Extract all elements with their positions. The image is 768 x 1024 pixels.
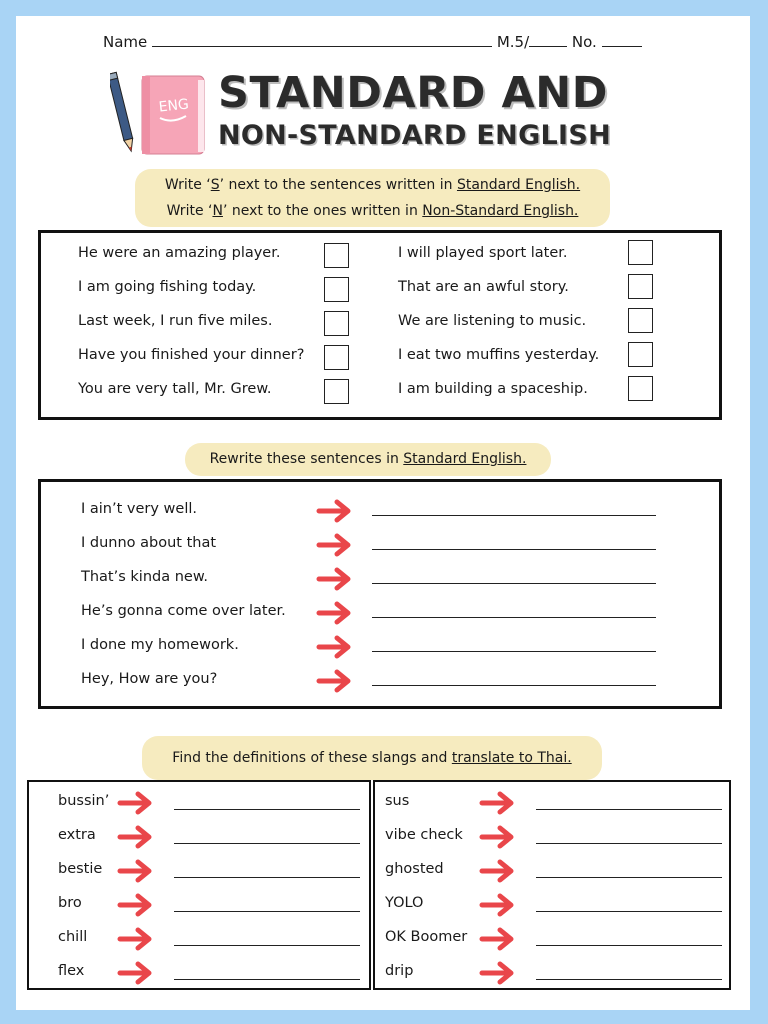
slang-word: bussin’ xyxy=(58,793,110,809)
sentence-item: That are an awful story. xyxy=(398,279,569,295)
answer-checkbox[interactable] xyxy=(324,277,349,302)
sentence-item: I am building a spaceship. xyxy=(398,381,588,397)
answer-line[interactable] xyxy=(174,809,360,810)
answer-line[interactable] xyxy=(174,843,360,844)
slang-word: OK Boomer xyxy=(385,929,468,945)
sentence-item: I will played sport later. xyxy=(398,245,568,261)
slang-word: ghosted xyxy=(385,861,444,877)
rewrite-sentence: I ain’t very well. xyxy=(81,501,197,517)
slang-word: drip xyxy=(385,963,414,979)
class-label: M.5/ xyxy=(496,33,530,51)
arrow-right-icon xyxy=(479,927,517,951)
name-label: Name xyxy=(103,33,148,51)
slang-word: vibe check xyxy=(385,827,463,843)
answer-line[interactable] xyxy=(536,843,722,844)
answer-line[interactable] xyxy=(536,809,722,810)
arrow-right-icon xyxy=(117,859,155,883)
answer-line[interactable] xyxy=(174,979,360,980)
answer-line[interactable] xyxy=(372,685,656,686)
slang-word: bestie xyxy=(58,861,103,877)
slang-box-left xyxy=(27,780,371,990)
answer-line[interactable] xyxy=(174,877,360,878)
answer-line[interactable] xyxy=(536,911,722,912)
arrow-right-icon xyxy=(316,567,354,591)
rewrite-box xyxy=(38,479,722,709)
arrow-right-icon xyxy=(117,927,155,951)
answer-checkbox[interactable] xyxy=(324,311,349,336)
slang-word: extra xyxy=(58,827,96,843)
name-field[interactable] xyxy=(152,33,492,47)
answer-checkbox[interactable] xyxy=(628,342,653,367)
sentence-item: We are listening to music. xyxy=(398,313,587,329)
sentence-item: He were an amazing player. xyxy=(78,245,281,261)
rewrite-sentence: I done my homework. xyxy=(81,637,239,653)
arrow-right-icon xyxy=(117,893,155,917)
rewrite-sentence: He’s gonna come over later. xyxy=(81,603,286,619)
book-label: ENG xyxy=(157,96,190,116)
answer-line[interactable] xyxy=(536,877,722,878)
rewrite-sentence: That’s kinda new. xyxy=(81,569,208,585)
rewrite-sentence: Hey, How are you? xyxy=(81,671,218,687)
answer-line[interactable] xyxy=(372,515,656,516)
arrow-right-icon xyxy=(479,961,517,985)
arrow-right-icon xyxy=(117,961,155,985)
student-info-line xyxy=(103,33,642,51)
arrow-right-icon xyxy=(316,499,354,523)
arrow-right-icon xyxy=(479,791,517,815)
sentence-check-box xyxy=(38,230,722,420)
sentence-item: You are very tall, Mr. Grew. xyxy=(78,381,272,397)
slang-word: sus xyxy=(385,793,410,809)
answer-line[interactable] xyxy=(372,583,656,584)
answer-line[interactable] xyxy=(174,911,360,912)
rewrite-sentence: I dunno about that xyxy=(81,535,217,551)
answer-checkbox[interactable] xyxy=(628,376,653,401)
arrow-right-icon xyxy=(117,791,155,815)
arrow-right-icon xyxy=(479,859,517,883)
arrow-right-icon xyxy=(316,669,354,693)
sentence-item: Have you finished your dinner? xyxy=(78,347,305,363)
number-label: No. xyxy=(571,33,597,51)
answer-checkbox[interactable] xyxy=(324,379,349,404)
section2-instructions: Rewrite these sentences in Standard English. xyxy=(185,443,551,476)
arrow-right-icon xyxy=(316,533,354,557)
slang-word: bro xyxy=(58,895,82,911)
slang-box-right xyxy=(373,780,731,990)
arrow-right-icon xyxy=(117,825,155,849)
answer-line[interactable] xyxy=(372,617,656,618)
book-pencil-icon xyxy=(110,68,210,158)
class-field[interactable] xyxy=(529,33,567,47)
number-field[interactable] xyxy=(602,33,642,47)
arrow-right-icon xyxy=(316,601,354,625)
section3-instructions: Find the definitions of these slangs and translate to Thai. xyxy=(142,736,602,780)
arrow-right-icon xyxy=(479,825,517,849)
arrow-right-icon xyxy=(479,893,517,917)
slang-word: YOLO xyxy=(385,895,424,911)
sentence-item: I am going fishing today. xyxy=(78,279,257,295)
answer-line[interactable] xyxy=(372,651,656,652)
answer-checkbox[interactable] xyxy=(324,243,349,268)
answer-line[interactable] xyxy=(372,549,656,550)
slang-word: flex xyxy=(58,963,85,979)
answer-checkbox[interactable] xyxy=(628,308,653,333)
answer-checkbox[interactable] xyxy=(628,240,653,265)
section1-instructions: Write ‘S’ next to the sentences written in Standard English. Write ‘N’ next to the ones written in Non-Standard English. xyxy=(135,169,610,227)
answer-line[interactable] xyxy=(536,979,722,980)
sentence-item: I eat two muffins yesterday. xyxy=(398,347,600,363)
page-subtitle: NON-STANDARD ENGLISH xyxy=(218,120,612,151)
answer-checkbox[interactable] xyxy=(628,274,653,299)
worksheet-page xyxy=(16,16,750,1010)
slang-word: chill xyxy=(58,929,88,945)
sentence-item: Last week, I run five miles. xyxy=(78,313,273,329)
answer-line[interactable] xyxy=(174,945,360,946)
answer-line[interactable] xyxy=(536,945,722,946)
arrow-right-icon xyxy=(316,635,354,659)
answer-checkbox[interactable] xyxy=(324,345,349,370)
page-title: STANDARD AND xyxy=(218,68,608,118)
